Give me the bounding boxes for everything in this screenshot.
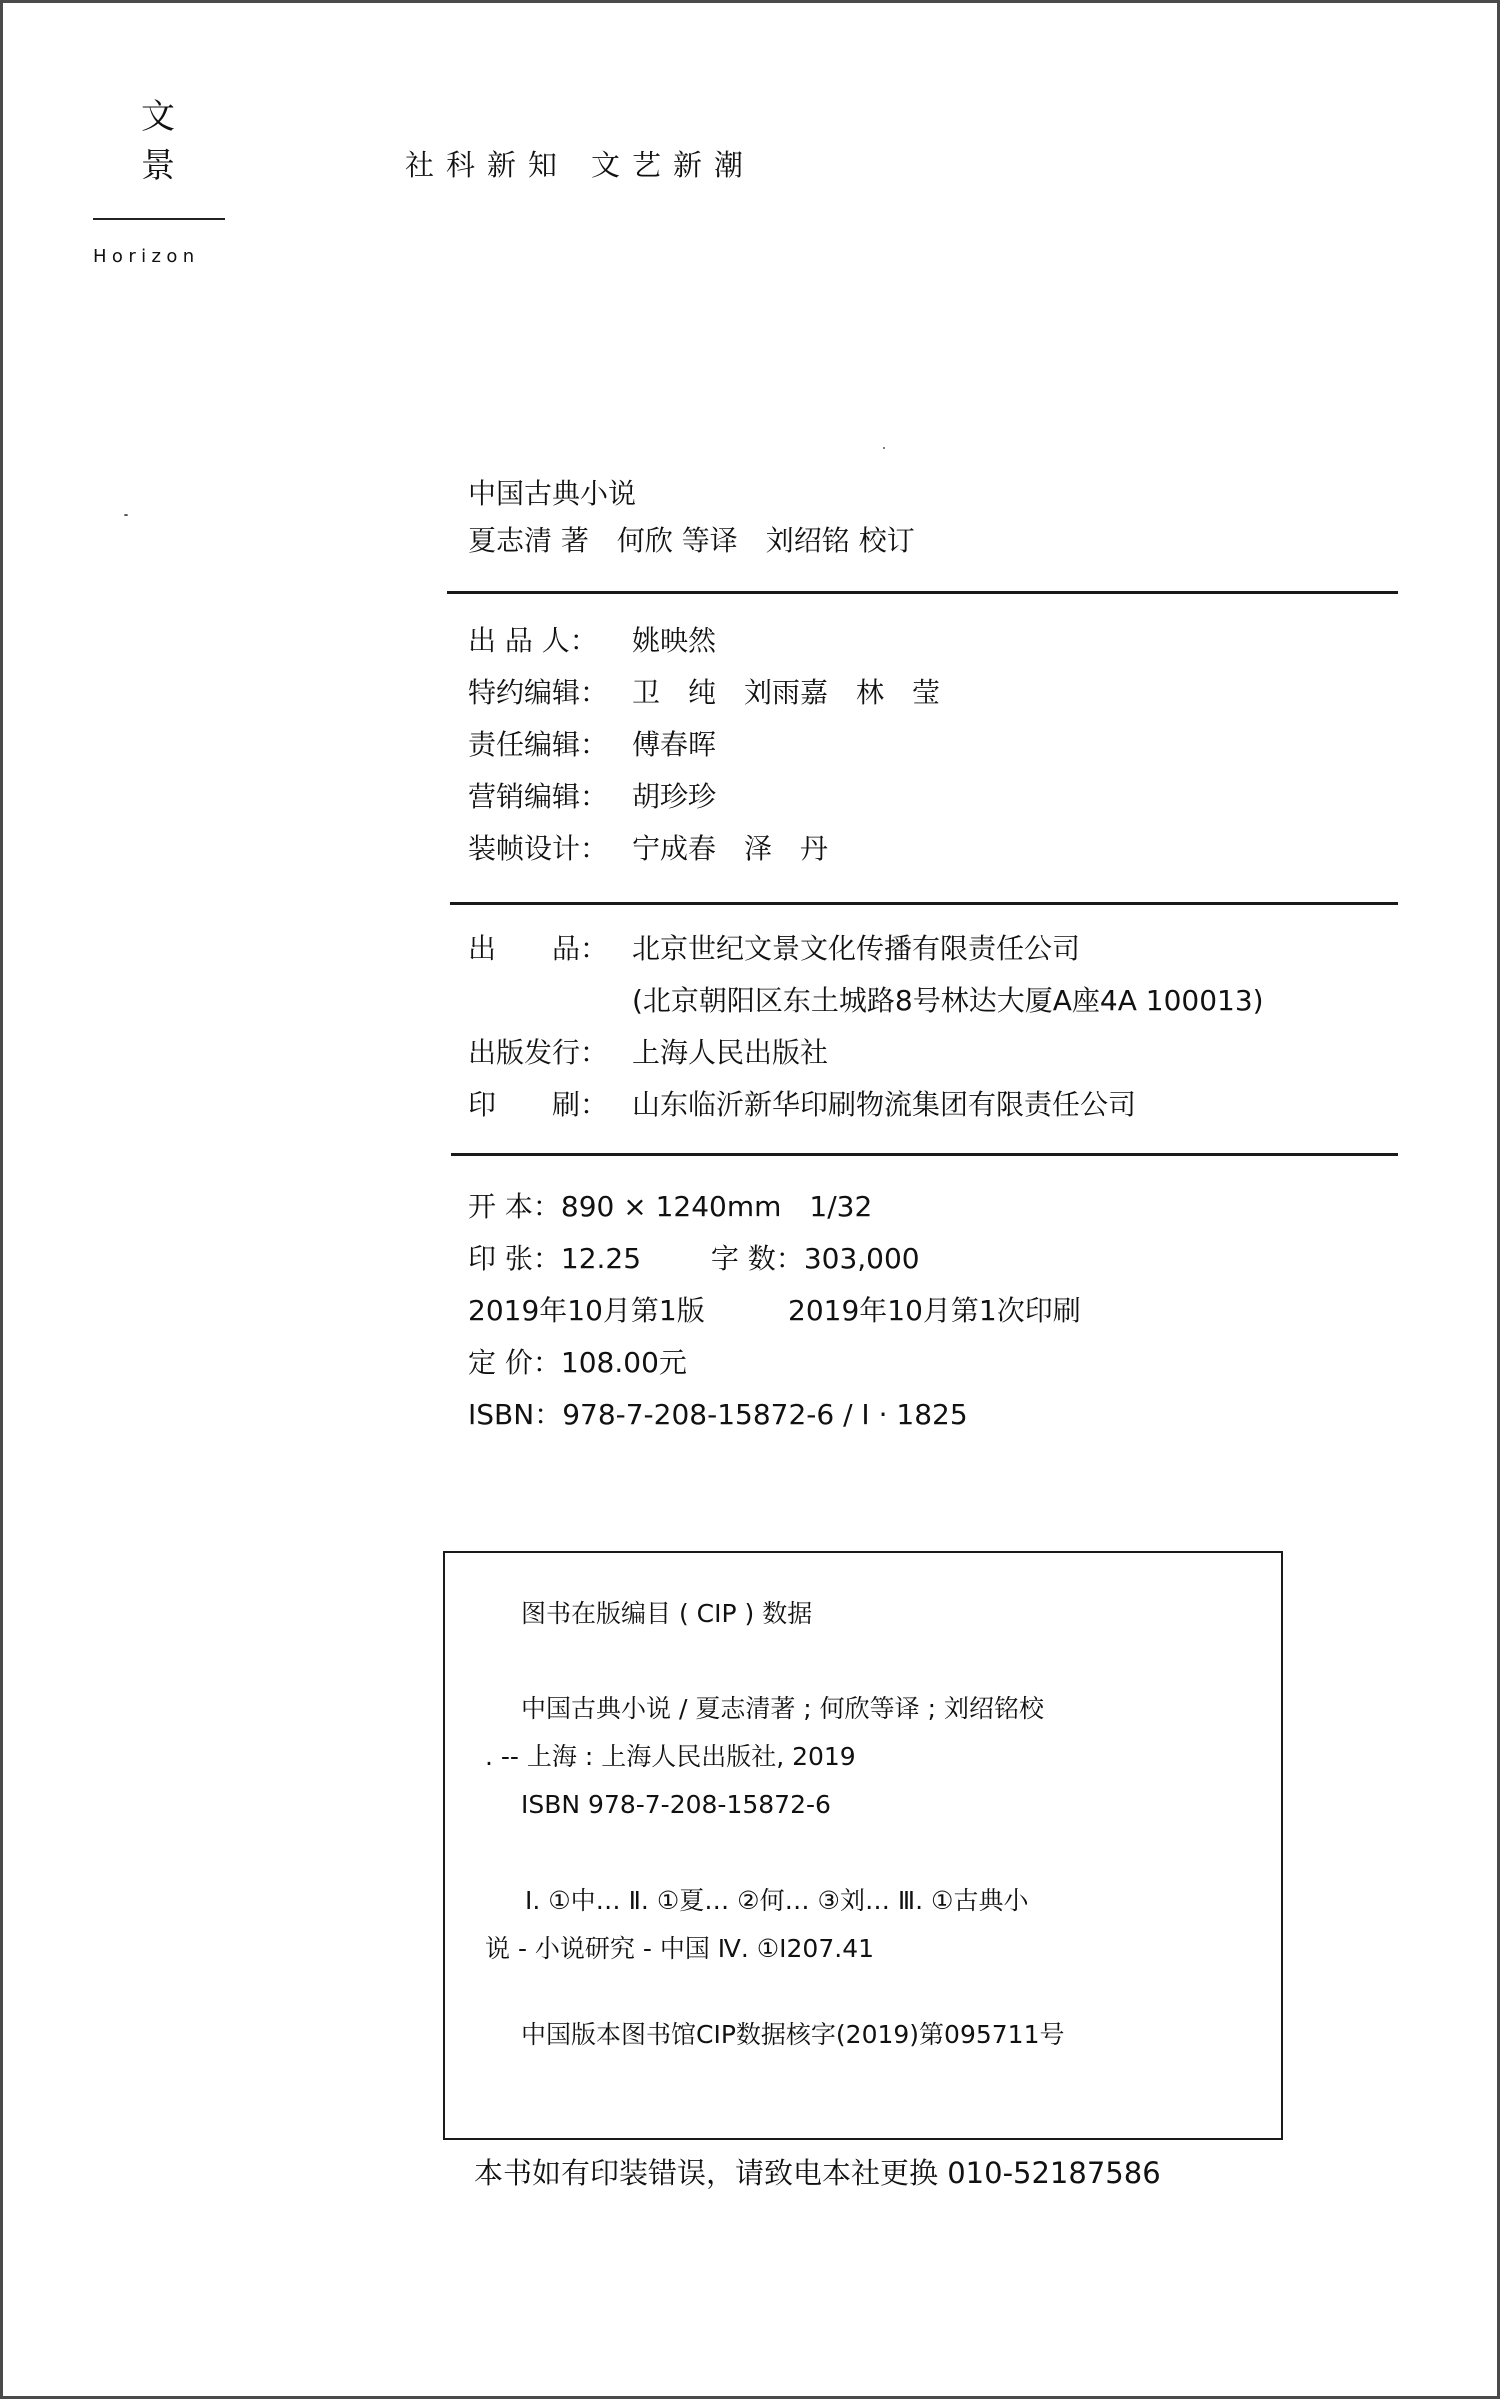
credit-label: 装帧设计： [468, 832, 609, 865]
publishing-row-producer [468, 932, 1080, 966]
publishing-value: 上海人民出版社 [632, 1036, 829, 1069]
publishing-label: 出版发行： [468, 1036, 609, 1069]
cip-title-line: 中国古典小说 / 夏志清著 ; 何欣等译 ; 刘绍铭校 [521, 1694, 1044, 1723]
logo-english-name: Horizon [93, 246, 200, 267]
cip-publisher-line: . -- 上海 : 上海人民出版社, 2019 [485, 1742, 856, 1771]
spec-format [468, 1190, 872, 1224]
logo-char-jing: 景 [141, 146, 175, 186]
spec-sheets-label: 印 张： [468, 1242, 561, 1275]
publishing-value: (北京朝阳区东土城路8号林达大厦A座4A 100013) [632, 984, 1264, 1017]
spec-sheets-value: 12.25 [560, 1242, 642, 1275]
credit-label: 营销编辑： [468, 780, 609, 813]
cip-heading: 图书在版编目 ( CIP ) 数据 [521, 1599, 813, 1628]
spec-format-value: 890 × 1240mm 1/32 [560, 1190, 873, 1223]
credit-value: 胡珍珍 [632, 780, 717, 813]
spec-edition [468, 1294, 1081, 1328]
divider-rule-2 [450, 902, 1398, 905]
misprint-notice: 本书如有印装错误，请致电本社更换 010-52187586 [474, 2156, 1161, 2190]
spec-price [468, 1346, 687, 1380]
credit-label: 出 品 人： [468, 624, 598, 657]
cip-data-box [443, 1551, 1283, 2140]
publishing-row-address [468, 984, 1264, 1018]
publishing-row-printer [468, 1088, 1136, 1122]
spec-words-label: 字 数： [710, 1242, 804, 1275]
publisher-slogan [405, 143, 755, 184]
credit-value: 宁成春 泽 丹 [632, 832, 829, 865]
spec-isbn-value: 978-7-208-15872-6 / I · 1825 [562, 1398, 968, 1431]
spec-edition-value: 2019年10月第1版 [468, 1294, 705, 1327]
cip-classification-line-2: 说 - 小说研究 - 中国 Ⅳ. ①I207.41 [485, 1934, 875, 1963]
credit-row-design [468, 832, 828, 866]
logo-char-wen: 文 [141, 97, 175, 137]
book-title: 中国古典小说 [468, 477, 637, 510]
spec-price-value: 108.00元 [560, 1346, 687, 1379]
spec-printing-value: 2019年10月第1次印刷 [788, 1294, 1081, 1327]
credit-row-special-editor [468, 676, 940, 710]
spec-isbn-label: ISBN： [468, 1398, 563, 1431]
spec-sheets-words [468, 1242, 920, 1276]
cip-classification-line-1: Ⅰ. ①中… Ⅱ. ①夏… ②何… ③刘… Ⅲ. ①古典小 [525, 1886, 1029, 1915]
spec-format-label: 开 本： [468, 1190, 561, 1223]
credit-row-marketing-editor [468, 780, 716, 814]
credit-value: 卫 纯 刘雨嘉 林 莹 [632, 676, 941, 709]
divider-rule-3 [451, 1153, 1398, 1156]
slogan-part-1: 社科新知 [405, 148, 570, 182]
authors-line: 夏志清 著 何欣 等译 刘绍铭 校订 [468, 524, 915, 557]
publishing-label: 出 品： [468, 932, 609, 965]
divider-rule-1 [447, 591, 1398, 594]
slogan-part-2: 文艺新潮 [591, 148, 756, 182]
publishing-value: 北京世纪文景文化传播有限责任公司 [632, 932, 1081, 965]
credit-value: 姚映然 [632, 624, 717, 657]
logo-divider [93, 218, 225, 220]
credit-label: 特约编辑： [468, 676, 609, 709]
scan-speck [124, 514, 128, 516]
credit-value: 傅春晖 [632, 728, 717, 761]
publishing-row-distributor [468, 1036, 828, 1070]
publishing-label: 印 刷： [468, 1088, 609, 1121]
scan-speck [883, 447, 885, 449]
credit-row-responsible-editor [468, 728, 716, 762]
spec-words-value: 303,000 [803, 1242, 920, 1275]
cip-approval-number: 中国版本图书馆CIP数据核字(2019)第095711号 [521, 2020, 1065, 2049]
publishing-value: 山东临沂新华印刷物流集团有限责任公司 [632, 1088, 1137, 1121]
credit-label: 责任编辑： [468, 728, 609, 761]
cip-isbn-line: ISBN 978-7-208-15872-6 [521, 1790, 831, 1819]
spec-isbn [468, 1398, 968, 1432]
credit-row-producer [468, 624, 716, 658]
spec-price-label: 定 价： [468, 1346, 561, 1379]
